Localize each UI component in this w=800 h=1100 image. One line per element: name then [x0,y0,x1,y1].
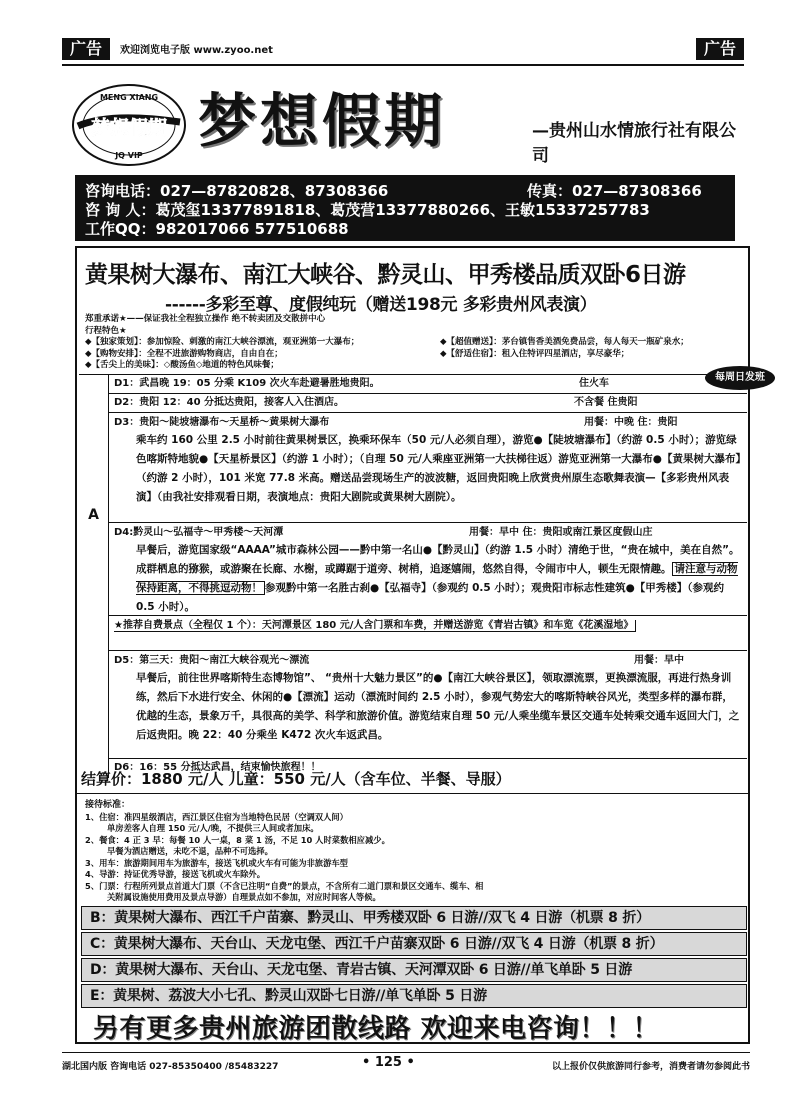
contact-phone: 咨询电话：027—87820828、87308366 [85,182,389,200]
page-number: • 125 • [362,1055,415,1070]
contact-phone-line [85,182,725,201]
route-e: E：黄果树、荔波大小七孔、黔灵山双卧七日游//单飞单卧 5 日游 [81,984,747,1008]
contact-persons: 咨 询 人：葛茂玺13377891818、葛茂营13377880266、王敏15337257783 [85,201,650,219]
itinerary-body [109,375,747,778]
day-5-description: 早餐后，前往世界喀斯特生态博物馆”、 “贵州十大魅力景区”的●【南江大峡谷景区】，领取漂流票，更换漂流服，再进行热身训练，然后下水进行安全、休闲的●【漂流】运动（漂流时间约 2.5 小时），参观气势宏大的喀斯特峡谷风光，类型多样的瀑布群，优越的生态，景象万千，具很高的美学、科学和旅游价值。游览结束自理 50 元/人乘坐缆车景区交通车处转乘交通车返回大门，之后返贵阳。晚 22：40 分乘坐 K472 次火车返武昌。 [136,672,740,741]
day-4-text-2: 参观黔中第一名胜古刹●【弘福寺】（参观约 0.5 小时）；观贵阳市标志性建筑●【甲秀楼】（参观约 0.5 小时）。 [136,582,724,613]
bottom-slogan: 另有更多贵州旅游团散线路 欢迎来电咨询！！！ [93,1014,660,1044]
feature-left: 行程特色★ [85,325,127,336]
day-4-description [114,541,743,617]
feature-row [85,326,745,338]
feature-left: 郑重承诺★——保证我社全程独立操作 绝不转卖团及交散拼中心 [85,314,326,324]
brand-seal-logo [70,82,188,168]
brand-title: 梦想假期 [198,87,447,155]
tour-title: 黄果树大瀑布、南江大峡谷、黔灵山、甲秀楼品质双卧6日游 [85,262,686,288]
feature-left: ◆【舌尖上的美味】：◇酸汤鱼◇地道的特色风味餐； [85,360,279,370]
contact-fax: 传真：027—87308366 [527,182,702,200]
day-2-row [109,394,747,413]
day-2-stay: 不含餐 住贵阳 [574,397,638,408]
day-5-header [114,653,743,669]
day-5-block [109,651,747,759]
notes-line: 早餐为酒店赠送，未吃不退，品种不可选择。 [107,846,273,856]
logo-area [70,78,740,168]
day-4-block [109,523,747,616]
day-5-meal: 用餐：早中 [634,655,684,666]
feature-row [85,337,745,349]
tour-main-box [75,246,765,1044]
route-d: D：黄果树大瀑布、天台山、天龙屯堡、青岩古镇、天河潭双卧 6 日游//单飞单卧 5 日游 [81,958,747,982]
contact-box [75,175,735,241]
tour-features [85,314,745,372]
notes-line: 1、住宿：准四星级酒店，西江景区住宿为当地特色民居（空调双人间） [85,811,348,822]
recommend-block [109,616,747,651]
notes-line: 5、门票：行程所列景点首道大门票（不含已注明“自费”的景点，不含所有二道门票和景区交通车、缆车、相 [85,880,484,891]
price-divider [77,793,748,794]
service-standards [85,800,735,904]
seal-top-text: MENG XIANG [99,93,159,102]
website-note: 欢迎浏览电子版 www.zyoo.net [120,45,273,56]
notes-line: 2、餐食：4 正 3 早：每餐 10 人一桌，8 菜 1 汤，不足 10 人时菜数相应减少。 [85,834,390,845]
day-3-header [114,415,743,431]
notes-line: 3、用车：旅游期间用车为旅游车，接送飞机或火车有可能为非旅游车型 [85,857,348,868]
day-3-block [109,413,747,523]
top-header [62,38,744,66]
page-footer [62,1052,750,1072]
feature-right: ◆【超值赠送】：茅台镇售香美酒免费品尝，每人每天一瓶矿泉水； [440,337,689,347]
ad-tag-left: 广告 [62,38,110,60]
day-4-text-1: 早餐后，游览国家级“AAAA”城市森林公园——黔中第一名山●【黔灵山】（约游 1.5 小时）清绝于世，“贵在城中，美在自然”。 成群栖息的猕猴，或游聚在长廊、水榭，或蹲踞于道旁、树梢，追逐嬉闹，悠然自得，令闹市中人，顿生无限情趣。 [136,544,740,575]
tour-subtitle: ------多彩至尊、度假纯玩（赠送198元 多彩贵州风表演） [165,295,597,315]
animal-warning: 请注意与动物保持距离，不得挑逗动物！ [136,563,738,594]
day-5-title: D5：第三天：贵阳～南江大峡谷观光～漂流 [114,655,310,666]
recommend-text [114,618,743,633]
day-4-header [114,525,743,541]
route-b: B：黄果树大瀑布、西江千户苗寨、黔灵山、甲秀楼双卧 6 日游//双飞 4 日游（机票 8 折） [81,906,747,930]
seal-main-text: 梦想假期 [90,117,168,139]
day-2-text: D2：贵阳 12：40 分抵达贵阳，接客人入住酒店。 [114,397,345,408]
notes-line: 4、导游：持证优秀导游，接送飞机或火车除外。 [85,869,266,879]
day-3-meal: 用餐：中晚 住：贵阳 [584,417,678,428]
day-3-description: 乘车约 160 公里 2.5 小时前往黄果树景区，换乘环保车（50 元/人必须自理），游览●【陡坡塘瀑布】（约游 0.5 小时）；游览绿色喀斯特地貌●【天星桥景区】（约游 1 小时）；（自理 50 元/人乘座亚洲第一大扶梯往返）游览亚洲第一大瀑布●【黄果树大瀑布】（约游 2 小时），101 米宽 77.8 米高。赠送品尝现场生产的波波糖，返回贵阳晚上欣赏贵州原生态歌舞表演—【多彩贵州风表演】（由我社安排观看日期，表演地点：贵阳大剧院或黄果树大剧院）。 [136,434,741,503]
seal-bottom-text: JQ VIP [115,151,143,160]
notes-line: 单房差客人自理 150 元/人/晚，不提供三人间或者加床。 [107,823,319,833]
route-c: C：黄果树大瀑布、天台山、天龙屯堡、西江千户苗寨双卧 6 日游//双飞 4 日游（机票 8 折） [81,932,747,956]
day-1-stay: 住火车 [579,378,609,389]
day-4-title: D4:黔灵山～弘福寺～甲秀楼～天河潭 [114,527,284,538]
day-1-text: D1：武昌晚 19：05 分乘 K109 次火车赴避暑胜地贵阳。 [114,378,380,389]
recommend-label: ★推荐自费景点（全程仅 1 个）：天河潭景区 180 元/人含门票和车费，并赠送游览《青岩古镇》和车览《花溪湿地》 [114,620,636,632]
feature-row [85,349,745,361]
ad-tag-right: 广告 [696,38,744,60]
feature-left: ◆【购物安排】：全程不进旅游购物商店，自由自在； [85,348,283,359]
footer-disclaimer: 以上报价仅供旅游同行参考，消费者请勿参阅此书 [551,1062,750,1072]
feature-row [85,360,745,372]
company-name: —贵州山水情旅行社有限公司 [532,121,736,166]
day-6-text: D6：16：55 分抵达武昌，结束愉快旅程！！ [114,762,321,773]
notes-line: 关附属设施使用费用及景点导游）自理景点如不参加，对应时间客人等候。 [107,892,381,902]
weekly-departure-badge: 每周日发班 [705,366,775,390]
footer-contact: 湖北国内版 咨询电话 027-85350400 /85483227 [62,1062,279,1072]
day-4-meal: 用餐：早中 住：贵阳或南江景区度假山庄 [469,527,653,538]
day-3-title: D3：贵阳～陡坡塘瀑布～天星桥～黄果树大瀑布 [114,417,330,428]
contact-qq: 工作QQ：982017066 577510688 [85,220,349,238]
day-1-row [109,375,747,394]
feature-right: ◆【舒适住宿】：租入住特评四星酒店，享尽豪华； [440,348,630,359]
feature-row [85,314,745,326]
feature-left: ◆【独家策划】：参加惊险、刺激的南江大峡谷漂流，观亚洲第一大瀑布； [85,337,360,347]
itinerary-table [79,374,747,777]
itinerary-column-label: A [79,375,109,778]
price-line: 结算价：1880 元/人 儿童：550 元/人（含车位、半餐、导服） [81,770,511,788]
notes-title: 接待标准： [85,800,131,810]
